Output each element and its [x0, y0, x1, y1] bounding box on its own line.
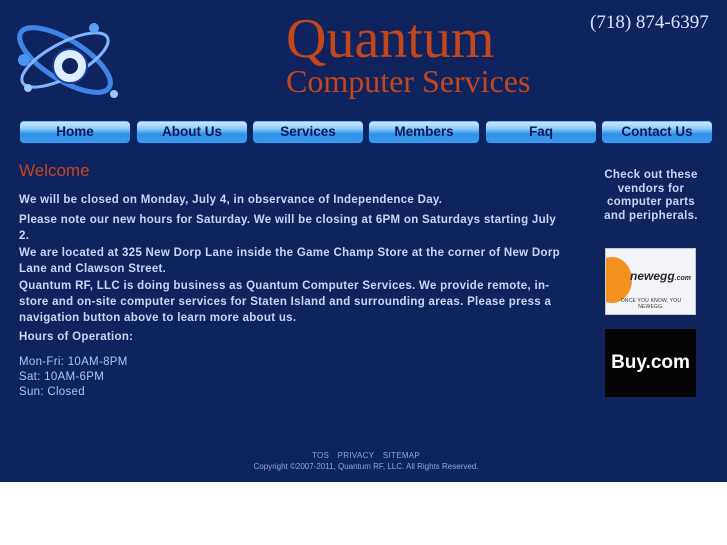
hours-line: Mon-Fri: 10AM-8PM [19, 356, 128, 368]
nav-contact-button[interactable]: Contact Us [601, 120, 713, 144]
vendor-note: Check out these vendors for computer parts and peripherals. [604, 169, 698, 222]
nav-faq-button[interactable]: Faq [485, 120, 597, 144]
footer-link-tos[interactable]: TOS [311, 451, 330, 460]
hours-heading: Hours of Operation: [19, 331, 134, 343]
nav-about-button[interactable]: About Us [136, 120, 248, 144]
phone-number: (718) 874-6397 [590, 12, 709, 33]
notice-paragraph: Quantum RF, LLC is doing business as Quantum Computer Services. We provide remote, in-store and on-site computer services for Staten Island and surrounding areas. Please press a navigation button above to learn more about us. [19, 280, 552, 324]
buycom-banner[interactable]: Buy.com [605, 329, 696, 397]
hours-line: Sat: 10AM-6PM [19, 371, 105, 383]
nav-home-button[interactable]: Home [19, 120, 131, 144]
copyright-text: Copyright ©2007-2011, Quantum RF, LLC. All Rights Reserved. [253, 462, 479, 471]
newegg-swoosh-icon [605, 257, 632, 303]
footer-link-privacy[interactable]: PRIVACY [337, 451, 375, 460]
atom-logo-icon [8, 8, 126, 110]
nav-members-button[interactable]: Members [368, 120, 480, 144]
footer-link-sitemap[interactable]: SITEMAP [382, 451, 421, 460]
hours-line: Sun: Closed [19, 386, 85, 398]
welcome-heading: Welcome [19, 161, 90, 180]
notice-paragraph: Please note our new hours for Saturday. We will be closing at 6PM on Saturdays starting July 2. [19, 214, 557, 242]
brand-title: Quantum [286, 8, 495, 70]
newegg-logo-text: newegg.com [630, 269, 692, 283]
main-nav [19, 120, 714, 144]
newegg-tagline: ONCE YOU KNOW, YOU NEWEGG. [620, 298, 682, 310]
nav-services-button[interactable]: Services [252, 120, 364, 144]
notice-paragraph: We will be closed on Monday, July 4, in observance of Independence Day. [19, 194, 443, 206]
footer-links [0, 451, 727, 460]
brand-subtitle: Computer Services [286, 63, 531, 99]
newegg-banner[interactable] [605, 248, 696, 315]
notice-paragraph: We are located at 325 New Dorp Lane inside the Game Champ Store at the corner of New Dorp Lane and Clawson Street. [19, 247, 560, 275]
